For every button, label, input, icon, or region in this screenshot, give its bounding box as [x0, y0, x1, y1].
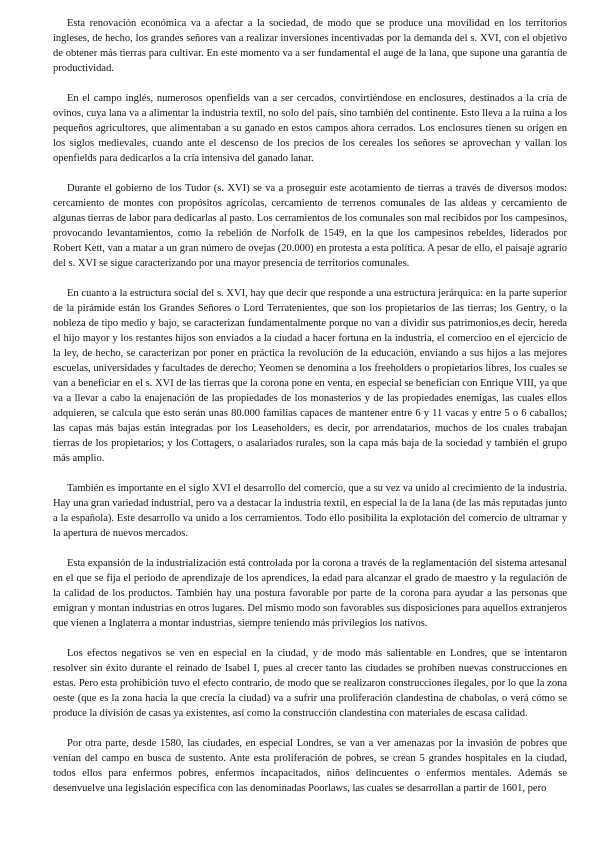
- paragraph-8: Por otra parte, desde 1580, las ciudades, en especial Londres, se van a ver amenazas por la invasión de pobres que venían del campo en busca de sustento. Ante esta proliferación de pobres, se crean 5 grandes hospitales en la ciudad, todos ellos para enfermos pobres, enfermos incapacitados, niños delincuentes o enfermos mentales. Además se desenvuelve una legislación específica con las denominadas Poorlaws, las cuales se desarrollan a partir de 1601, pero: [53, 738, 567, 794]
- paragraph-3: Durante el gobierno de los Tudor (s. XVI) se va a proseguir este acotamiento de tierras a través de diversos modos: cercamiento de montes con propósitos agrícolas, cercamiento de terrenos comunales de las aldeas y cercamiento de algunas tierras de labor para dedicarlas al pasto. Los cerramientos de los comunales son mal recibidos por los campesinos, provocando levantamientos, como la rebelión de Norfolk de 1549, en la que los campesinos rebeldes, liderados por Robert Kett, van a matar a un gran número de ovejas (20.000) en protesta a esta política. A pesar de ello, el paisaje agrario del s. XVI se sigue caracterizando por una mayor presencia de territorios comunales.: [53, 183, 567, 269]
- paragraph-6: Esta expansión de la industrialización está controlada por la corona a través de la reglamentación del sistema artesanal en el que se fija el periodo de aprendizaje de los aprendices, la edad para alcanzar el grado de maestro y la regulación de la calidad de los productos. También hay una postura favorable por parte de la corona para ayudar a las personas que emigran y montan industrias en otros lugares. Del mismo modo son favorables sus disposiciones para aquellos extranjeros que vienen a Inglaterra a montar industrias, siempre teniendo más privilegios los nativos.: [53, 558, 567, 629]
- document-body: [53, 16, 567, 811]
- paragraph-1: Esta renovación económica va a afectar a la sociedad, de modo que se produce una movilidad en los territorios ingleses, de hecho, los grandes señores van a realizar inversiones incentivadas por la demanda del s. XVI, con el objetivo de obtener más tierras para cultivar. En este momento va a ser fundamental el auge de la lana, que supone una garantía de productividad.: [53, 18, 567, 74]
- paragraph-2: En el campo inglés, numerosos openfields van a ser cercados, convirtiéndose en enclosures, destinados a la cría de ovinos, cuya lana va a alimentar la industria textil, no solo del país, sino también del continente. Esto lleva a la ruina a los pequeños agricultores, que alimentaban a su ganado en estos campos ahora cerrados. Los enclosures tienen su origen en los siglos medievales, cuando ante el descenso de los precios de los cereales los señores se aprovechan y vallan los openfields para dedicarlos a la cría intensiva del ganado lanar.: [53, 93, 567, 164]
- paragraph-4: En cuanto a la estructura social del s. XVI, hay que decir que responde a una estructura jerárquica: en la parte superior de la pirámide están los Grandes Señores o Lord Terratenientes, que son los propietarios de las tierras; los Gentry, o la nobleza de tipo medio y bajo, se caracterizan fundamentalmente porque no van a dividir sus patrimonios,es decir, hereda el hijo mayor y los restantes hijos son enviados a la ciudad a hacer fortuna en la industria, el comercioo en el ejercicio de la ley, de hecho, se caracterizan por poner en práctica la revolución de la educación, enviando a sus hijos a las mejores escuelas, universidades y facultades de derecho; Yeomen se denomina a los freeholders o propietarios libres, los cuales se van a beneficiar en el s. XVI de las tierras que la corona pone en venta, en especial se benefician con Enrique VIII, ya que va a llevar a cabo la enajenación de las propiedades de los monasterios y de las propiedades enemigas, las cuales ellos adquieren, se calcula que esto serán unas 80.000 familias capaces de mantener entre 6 y 11 vacas y entre 5 o 6 caballos; las capas más bajas están integradas por los Leaseholders, es decir, por arrendatarios, muchos de los cuales trabajan tierras de los propietarios; y los Cottagers, o asalariados rurales, son la capa más baja de la sociedad y también el grupo más amplio.: [53, 288, 567, 464]
- paragraph-7: Los efectos negativos se ven en especial en la ciudad, y de modo más salientable en Londres, que se intentaron resolver sin éxito durante el reinado de Isabel I, pues al crecer tanto las ciudades se prohíben nuevas construcciones en estas. Pero esta prohibición tuvo el efecto contrario, de modo que se realizaron construcciones ilegales, por lo que la zona oeste (que es la zona hacia la que crecía la ciudad) va a sufrir una proliferación clandestina de chabolas, o verá cómo se produce la división de casas ya existentes, así como la construcción clandestina con materiales de escasa calidad.: [53, 648, 567, 719]
- paragraph-5: También es importante en el siglo XVI el desarrollo del comercio, que a su vez va unido al crecimiento de la industria. Hay una gran variedad industrial, pero va a destacar la industria textil, en especial la de la lana (de las más reputadas junto a la española). Este desarrollo va unido a los cerramientos. Todo ello posibilita la explotación del comercio de ultramar y la apertura de nuevos mercados.: [53, 483, 567, 539]
